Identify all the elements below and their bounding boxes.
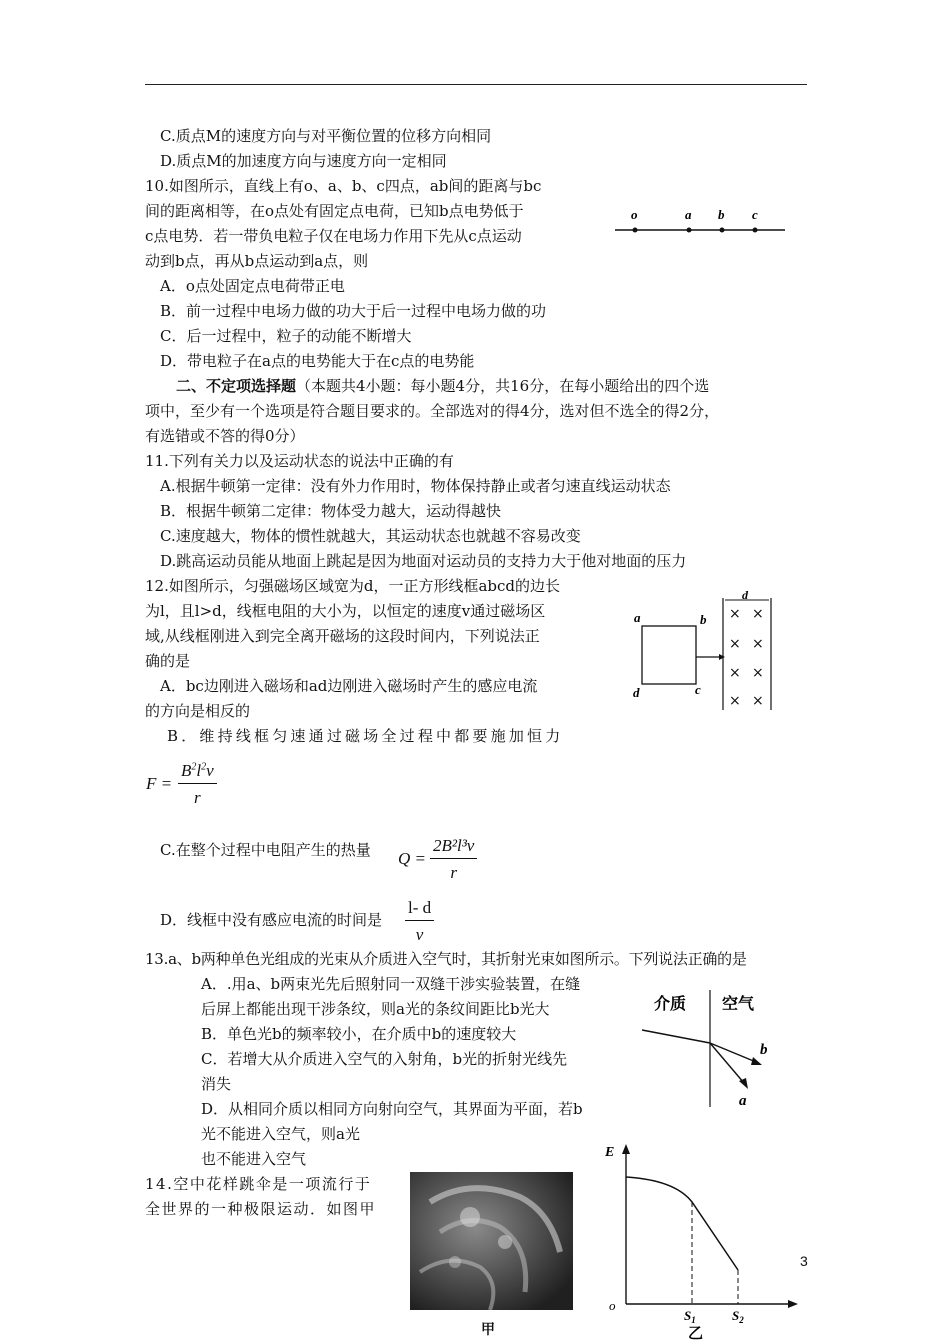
q12-formula-c-lhs: Q = [398,849,426,868]
q13-refraction-figure [630,985,790,1110]
label-c: c [752,207,758,222]
q10-points-figure [610,200,790,245]
label-field-width: d [742,588,748,602]
graph-caption: 乙 [688,1324,704,1342]
y-axis-arrowhead [622,1144,630,1154]
q9-option-c: C.质点M的速度方向与对平衡位置的位移方向相同 [160,127,492,145]
point-o [633,228,638,233]
q10-stem-line: 动到b点，再从b点运动到a点，则 [145,252,369,270]
point-b [720,228,725,233]
q14-energy-graph [600,1142,805,1342]
photo-caption: 甲 [481,1322,495,1338]
q12-formula-d-numerator: l- d [405,898,434,921]
label-a: a [634,610,641,625]
q12-formula-c-fraction [430,836,477,883]
label-air: 空气 [722,994,755,1013]
q12-option-a-cont: 的方向是相反的 [145,702,251,720]
ray-b-arrowhead [751,1057,762,1065]
svg-text:×: × [752,693,764,709]
q12-formula-b-denominator: r [194,788,201,807]
label-s1: $S_1$ [684,1308,696,1325]
section2-heading [176,376,709,396]
label-b: b [760,1042,768,1058]
q13-text-line: B．单色光b的频率较小，在介质中b的速度较大 [201,1025,517,1043]
q12-option-d: D．线框中没有感应电流的时间是 [160,911,383,929]
q12-stem-line: 域,从线框刚进入到完全离开磁场的这段时间内，下列说法正 [145,627,540,645]
q11-option-d: D.跳高运动员能从地面上跳起是因为地面对运动员的支持力大于他对地面的压力 [160,552,687,570]
q12-stem-line: 为l，且l>d，线框电阻的大小为，以恒定的速度v通过磁场区 [145,602,546,620]
label-e-axis: E [605,1145,615,1160]
point-c [753,228,758,233]
q12-magnetic-field-figure [625,588,785,716]
q12-formula-c-denominator: r [450,863,457,882]
svg-text:×: × [729,636,741,652]
q10-stem-line: 间的距离相等，在o点处有固定点电荷，已知b点电势低于 [145,202,524,220]
label-medium: 介质 [654,994,687,1013]
q14-stem-line: 全世界的一种极限运动．如图甲 [145,1200,377,1218]
incident-beam [642,1030,710,1043]
velocity-arrowhead [719,654,725,660]
q13-text-line: 光不能进入空气，则a光 [201,1125,360,1143]
label-s2: $S_2$ [732,1308,744,1325]
q10-stem-line: 10.如图所示，直线上有o、a、b、c四点，ab间的距离与bc [145,177,542,195]
q12-formula-c-numerator: 2B²l³v [430,836,477,859]
q12-formula-b-lhs: F = [146,774,173,793]
q10-option-b: B．前一过程中电场力做的功大于后一过程中电场力做的功 [160,302,547,320]
q13-text-line: D．从相同介质以相同方向射向空气，其界面为平面，若b [201,1100,583,1118]
page-number: 3 [800,1253,808,1269]
q11-option-a: A.根据牛顿第一定律：没有外力作用时，物体保持静止或者匀速直线运动状态 [160,477,671,495]
q11-option-c: C.速度越大，物体的惯性就越大，其运动状态也就越不容易改变 [160,527,581,545]
refracted-ray-a [710,1043,744,1083]
svg-text:×: × [729,606,741,622]
svg-text:×: × [752,665,764,681]
refracted-ray-b [710,1043,756,1062]
q10-option-a: A．o点处固定点电荷带正电 [160,277,345,295]
section2-desc: 有选错或不答的得0分） [145,427,305,445]
svg-text:×: × [729,665,741,681]
svg-text:×: × [752,636,764,652]
header-rule [145,84,807,85]
section2-title: 二、不定项选择题 [176,377,297,395]
q12-formula-b-numerator: $B^2l^2v$ [178,761,217,784]
q10-option-c: C．后一过程中，粒子的动能不断增大 [160,327,412,345]
point-a [687,228,692,233]
field-crosses [729,606,764,709]
q10-option-d: D．带电粒子在a点的电势能大于在c点的电势能 [160,352,475,370]
label-c: c [695,682,701,697]
q10-stem-line: c点电势．若一带负电粒子仅在电场力作用下先从c点运动 [145,227,522,245]
label-a: a [685,207,692,222]
q13-text-line: 也不能进入空气 [201,1150,307,1168]
q12-option-c: C.在整个过程中电阻产生的热量 [160,841,371,859]
q12-option-b: B．维持线框匀速通过磁场全过程中都要施加恒力 [167,727,564,745]
q13-text-line: 消失 [201,1075,232,1093]
section2-desc: （本题共4小题：每小题4分，共16分，在每小题给出的四个选 [296,377,710,395]
label-o: o [631,207,638,222]
q12-formula-d-fraction [405,898,434,945]
label-d: d [633,685,640,700]
label-origin: o [609,1298,616,1313]
section2-desc: 项中，至少有一个选项是符合题目要求的。全部选对的得4分，选对但不选全的得2分， [145,402,720,420]
svg-text:×: × [729,693,741,709]
energy-curve [626,1177,738,1270]
label-b: b [700,612,707,627]
label-b: b [718,207,725,222]
q11-option-b: B．根据牛顿第二定律：物体受力越大，运动得越快 [160,502,502,520]
q11-stem: 11.下列有关力以及运动状态的说法中正确的有 [145,452,454,470]
skydiving-photo [410,1172,573,1310]
square-coil [642,626,696,684]
q12-formula-b-fraction [178,761,217,808]
q14-stem-line: 14.空中花样跳伞是一项流行于 [145,1175,372,1193]
q12-formula-d-denominator: v [415,925,424,944]
skydiving-photo-image [410,1172,573,1310]
q13-text-line: A．.用a、b两束光先后照射同一双缝干涉实验装置，在缝 [201,975,581,993]
q12-stem-line: 12.如图所示，匀强磁场区域宽为d，一正方形线框abcd的边长 [145,577,561,595]
x-axis-arrowhead [788,1300,798,1308]
q9-option-d: D.质点M的加速度方向与速度方向一定相同 [160,152,447,170]
q13-stem: 13.a、b两种单色光组成的光束从介质进入空气时，其折射光束如图所示。下列说法正确的是 [145,950,747,968]
svg-text:×: × [752,606,764,622]
q13-text-line: 后屏上都能出现干涉条纹，则a光的条纹间距比b光大 [201,1000,550,1018]
q13-text-line: C．若增大从介质进入空气的入射角，b光的折射光线先 [201,1050,568,1068]
label-a: a [739,1093,747,1109]
q12-option-a: A．bc边刚进入磁场和ad边刚进入磁场时产生的感应电流 [160,677,538,695]
q12-stem-line: 确的是 [145,652,191,670]
